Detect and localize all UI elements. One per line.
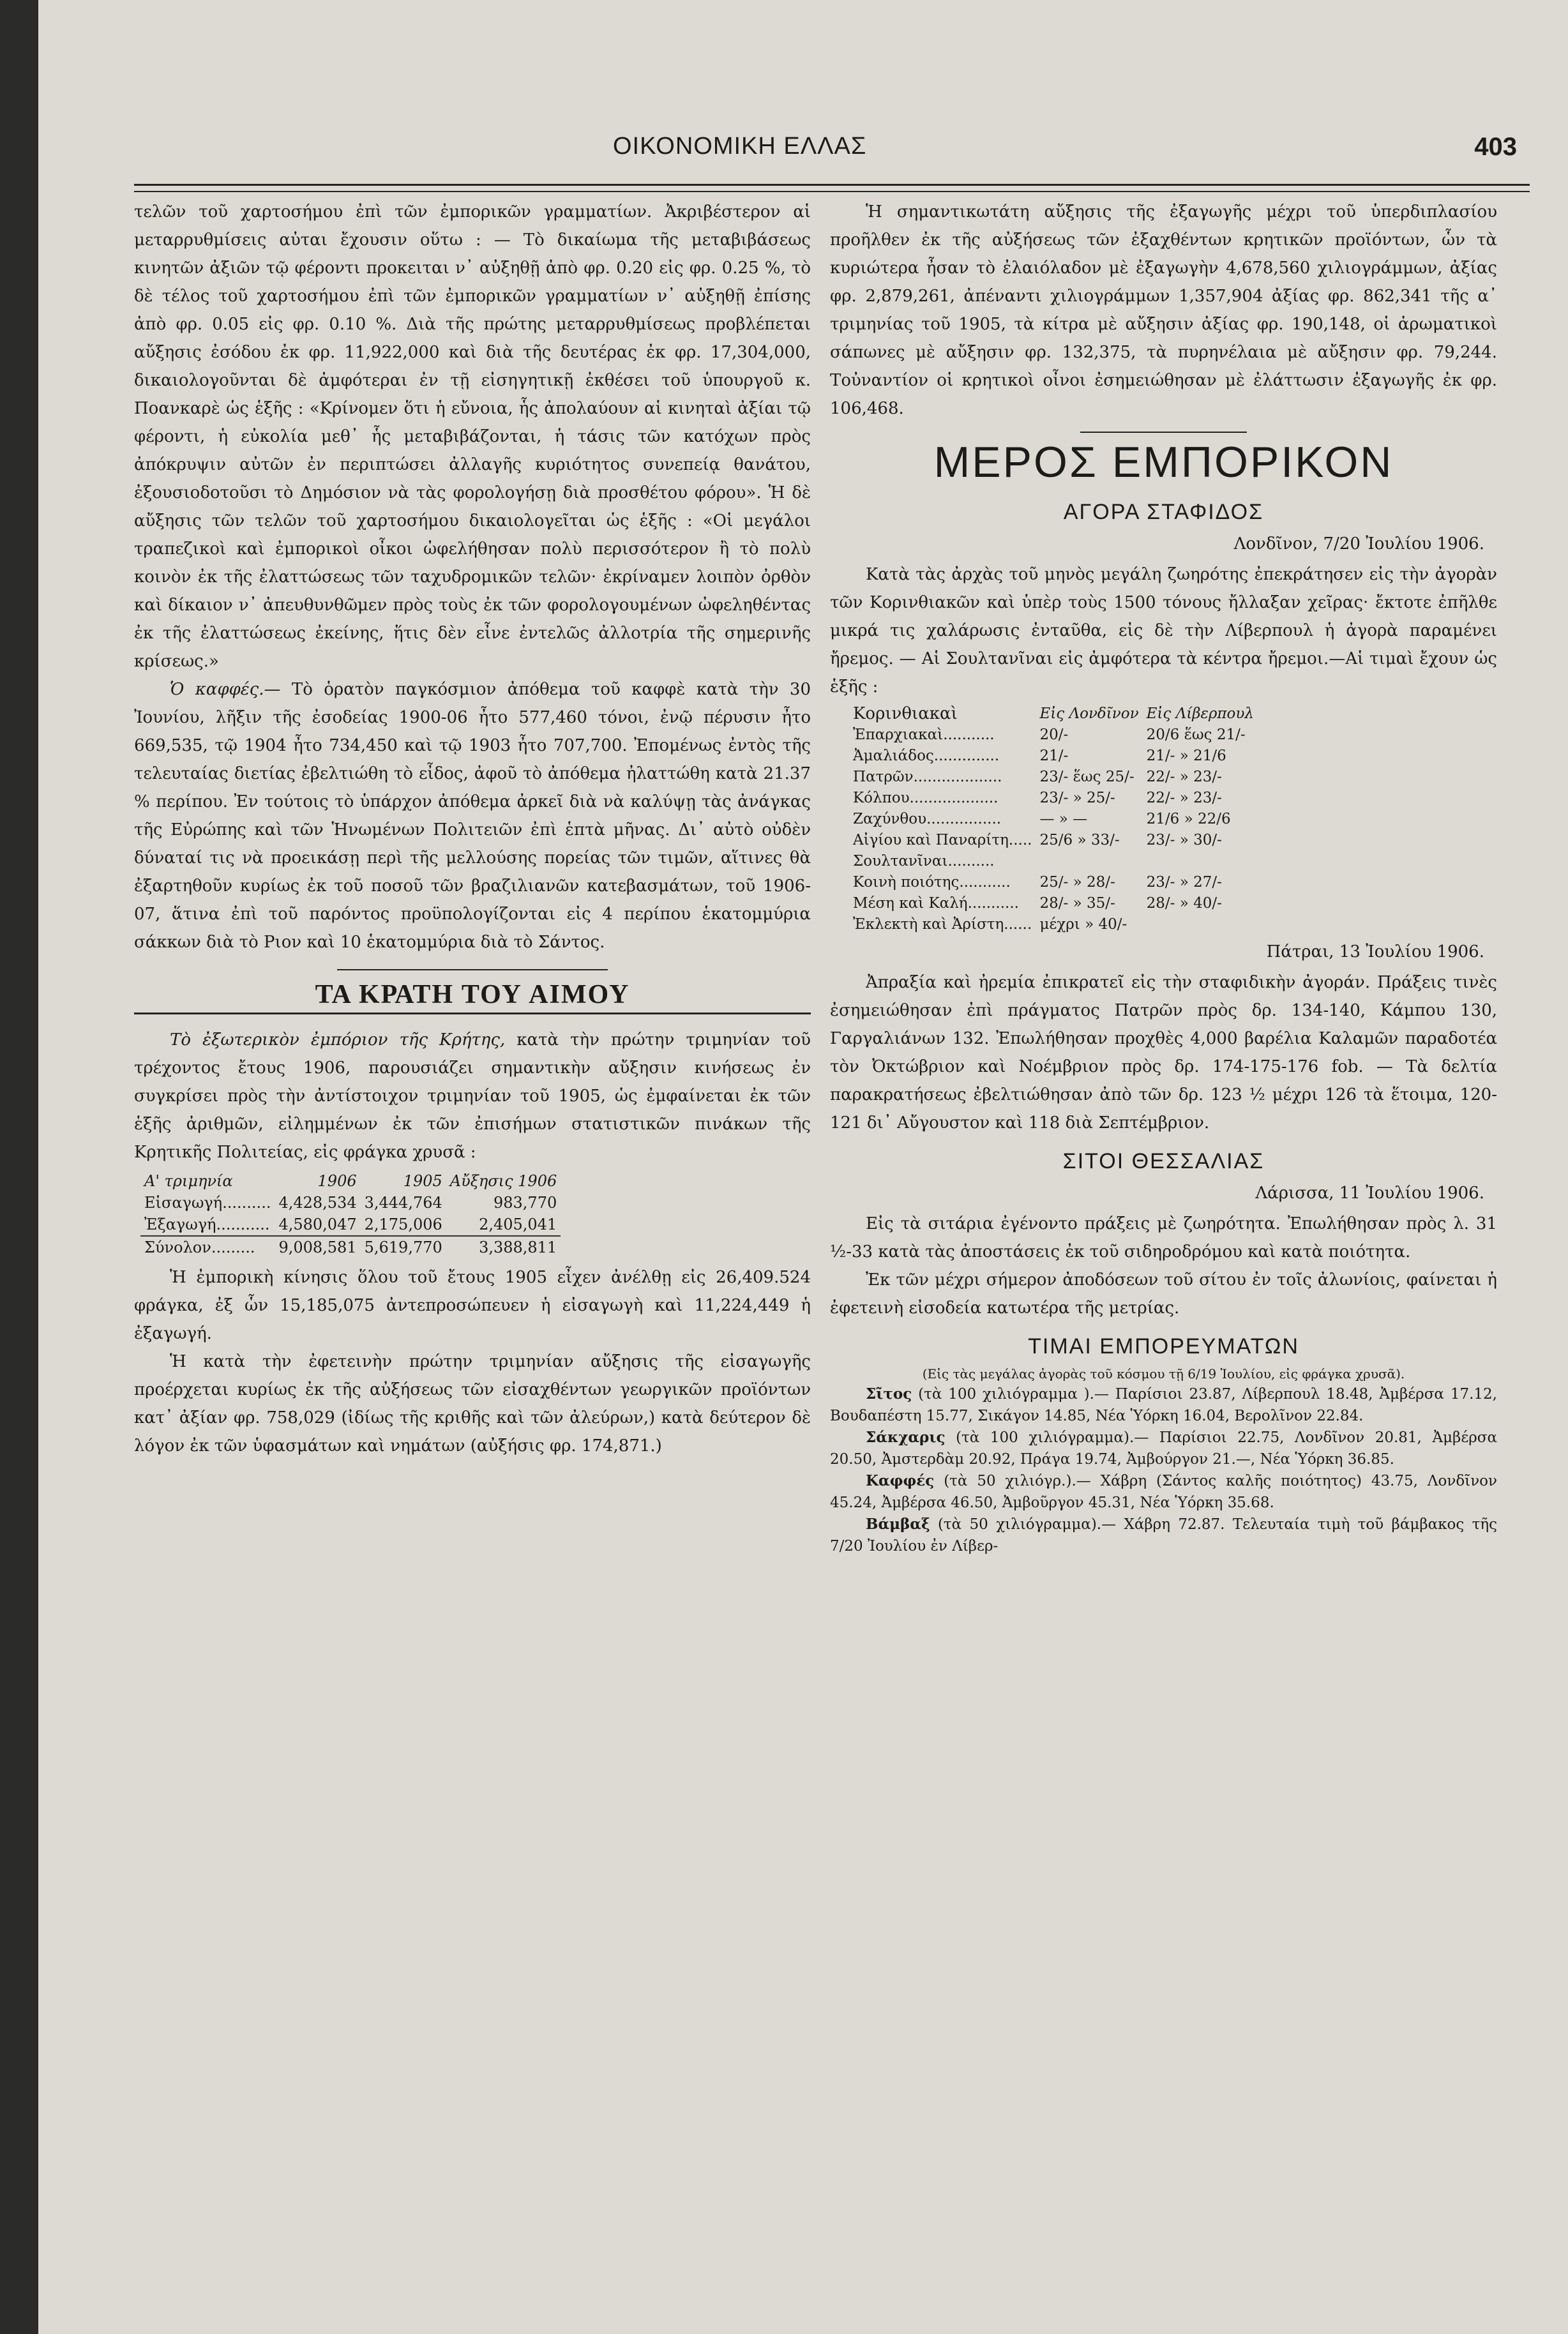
- table-row: [140, 1192, 561, 1214]
- table-cell: Ἐκλεκτὴ καὶ Ἀρίστη......: [853, 916, 1032, 933]
- left-column: [134, 198, 811, 1460]
- table-cell: 23/- » 25/-: [1039, 790, 1115, 806]
- table-cell: 4,428,534: [278, 1194, 357, 1212]
- crete-lead: Τὸ ἐξωτερικὸν ἐμπόριον τῆς Κρήτης,: [170, 1030, 506, 1050]
- table-cell: Σύνολον.........: [140, 1236, 275, 1258]
- table-cell: 4,580,047: [278, 1216, 357, 1233]
- paragraph-annual-trade: Ἡ ἐμπορικὴ κίνησις ὅλου τοῦ ἔτους 1905 εἶχεν ἀνέλθῃ εἰς 26,409.524 φράγκα, ἐξ ὧν 15,185,075 ἀντεπροσώπευεν ἡ εἰσαγωγὴ καὶ 11,224,449 ἡ ἐξαγωγή.: [134, 1268, 811, 1343]
- table-header: 1906: [317, 1172, 357, 1190]
- price-cotton: [830, 1514, 1497, 1557]
- table-cell: 28/- » 40/-: [1146, 895, 1222, 912]
- paragraph-export-increase: Ἡ σημαντικωτάτη αὔξησις τῆς ἐξαγωγῆς μέχρι τοῦ ὑπερδιπλασίου προῆλθεν ἐκ τῆς αὐξήσεως τῶν ἐξαχθέντων κρητικῶν προϊόντων, ὧν τὰ κυριώτερα ἦσαν τὸ ἐλαιόλαδον μὲ ἐξαγωγὴν 4,678,560 χιλιογράμμων, ἀξίας φρ. 2,879,261, ἀπέναντι χιλιογράμμων 1,357,904 ἀξίας φρ. 862,341 τῆς α᾿ τριμηνίας τοῦ 1905, τὰ κίτρα μὲ αὔξησιν ἀξίας φρ. 190,148, οἱ ἀρωματικοὶ σάπωνες μὲ αὔξησιν φρ. 132,375, τὰ πυρηνέλαια μὲ αὔξησιν φρ. 79,244. Τοὐναντίον οἱ κρητικοὶ οἶνοι ἐσημειώθησαν μὲ ἐλάττωσιν ἐξαγωγῆς ἐκ φρ. 106,468.: [830, 202, 1497, 418]
- table-cell: 25/- » 28/-: [1039, 874, 1115, 891]
- table-cell: 2,175,006: [364, 1216, 442, 1233]
- table-row: [849, 914, 1258, 935]
- table-cell: Κοινὴ ποιότης...........: [853, 874, 1011, 891]
- table-cell: Πατρῶν...................: [853, 769, 1002, 785]
- table-cell: 9,008,581: [275, 1236, 360, 1258]
- table-cell: 2,405,041: [479, 1216, 557, 1233]
- paragraph-crete-trade: [134, 1026, 811, 1166]
- table-cell: [1036, 851, 1142, 872]
- commodity-prices-text: (τὰ 100 χιλιόγραμμα).— Παρίσιοι 22.75, Λονδῖνον 20.81, Ἀμβέρσα 20.50, Ἀμστερδὰμ 20.92, Πράγα 19.74, Ἀμβούργον 21.—, Νέα Ὑόρκη 36.85.: [830, 1429, 1497, 1468]
- coffee-text: Τὸ ὁρατὸν παγκόσμιον ἀπόθεμα τοῦ καφφὲ κατὰ τὴν 30 Ἰουνίου, λῆξιν τῆς ἐσοδείας 1900-06 ἦτο 577,460 τόνοι, ἐνῷ πέρυσιν ἦτο 669,535, τῷ 1904 ἦτο 734,450 καὶ τῷ 1903 ἦτο 707,700. Ἐπομένως ἐντὸς τῆς τελευταίας διετίας ἐβελτιώθη τὸ εἶδος, ἀφοῦ τὸ ἀπόθεμα ἠλαττώθη κατὰ 21.37 % περίπου. Ἐν τούτοις τὸ ὑπάρχον ἀπόθεμα ἀρκεῖ διὰ νὰ καλύψῃ τὰς ἀνάγκας τῆς Εὐρώπης καὶ τῶν Ἡνωμένων Πολιτειῶν ἐπὶ ἑπτὰ μῆνας. Δι᾿ αὐτὸ οὐδὲν δύναταί τις νὰ προεικάσῃ περὶ τῆς μελλούσης πορείας τῶν τιμῶν, αἵτινες θὰ ἐξαρτηθοῦν κυρίως ἐκ τοῦ ποσοῦ τῶν βραζιλιανῶν κατεβασμάτων, τοῦ 1906-07, ἅτινα ἐπὶ τοῦ παρόντος προϋπολογίζονται εἰς 4 περίπου ἑκατομμύρια σάκκων διὰ τὸ Ριον καὶ 10 ἑκατομμύρια διὰ τὸ Σάντος.: [134, 680, 811, 952]
- paragraph-raisin-market: Κατὰ τὰς ἀρχὰς τοῦ μηνὸς μεγάλη ζωηρότης ἐπεκράτησεν εἰς τὴν ἀγορὰν τῶν Κορινθιακῶν καὶ ὑπὲρ τοὺς 1500 τόνους ἤλλαξαν χεῖρας· ἔκτοτε ἐπῆλθε μικρά τις χαλάρωσις ἐνταῦθα, εἰς δὲ τὴν Λίβερπουλ ἡ ἀγορὰ παραμένει ἤρεμος. — Αἱ Σουλτανῖναι εἰς ἀμφότερα τὰ κέντρα ἤρεμοι.—Αἱ τιμαὶ ἔχουν ὡς ἑξῆς :: [830, 565, 1497, 696]
- table-row: [849, 788, 1258, 809]
- right-column: [830, 198, 1497, 1557]
- table-total-row: [140, 1236, 561, 1258]
- running-title: ΟΙΚΟΝΟΜΙΚΗ ΕΛΛΑΣ: [613, 133, 867, 160]
- commodity-name: Καφφές: [866, 1472, 935, 1489]
- table-cell: 21/-: [1039, 748, 1069, 764]
- commodity-prices-text: (τὰ 50 χιλιόγραμμα).— Χάβρη 72.87. Τελευταία τιμὴ τοῦ βάμβακος τῆς 7/20 Ἰουλίου ἐν Λίβερ-: [830, 1516, 1498, 1555]
- price-sugar: [830, 1427, 1497, 1470]
- crete-text: κατὰ τὴν πρώτην τριμηνίαν τοῦ τρέχοντος ἔτους 1906, παρουσιάζει σημαντικὴν αὔξησιν κινήσεως ἐν συγκρίσει πρὸς τὴν ἀντίστοιχον τριμηνίαν τοῦ 1905, ὡς ἐμφαίνεται ἐκ τῶν ἑξῆς ἀριθμῶν, εἰλημμένων ἐκ τῶν ἐπισήμων στατιστικῶν πινάκων τῆς Κρητικῆς Πολιτείας, εἰς φράγκα χρυσᾶ :: [134, 1030, 811, 1162]
- table-cell: 22/- » 23/-: [1146, 769, 1222, 785]
- raisin-price-table: [849, 704, 1258, 935]
- table-cell: 21/6 » 22/6: [1146, 811, 1231, 827]
- dateline-patras: Πάτραι, 13 Ἰουλίου 1906.: [1266, 942, 1484, 961]
- section-divider: [337, 969, 608, 970]
- heading-commodity-prices: ΤΙΜΑΙ ΕΜΠΟΡΕΥΜΑΤΩΝ: [1028, 1334, 1299, 1359]
- table-header: Εἰς Λονδῖνον: [1039, 705, 1139, 722]
- table-cell: 23/- ἕως 25/-: [1039, 769, 1135, 785]
- table-cell: Αἰγίου καὶ Παναρίτη.....: [853, 832, 1032, 848]
- table-cell: Ζαχύνθου................: [853, 811, 1002, 827]
- table-cell: 22/- » 23/-: [1146, 790, 1222, 806]
- table-cell: Ἐξαγωγή...........: [144, 1216, 270, 1233]
- table-row: [849, 851, 1258, 872]
- table-row: [849, 809, 1258, 830]
- table-cell: 5,619,770: [361, 1236, 446, 1258]
- commodity-prices-text: (τὰ 50 χιλιόγρ.).— Χάβρη (Σάντος καλῆς ποιότητος) 43.75, Λονδῖνον 45.24, Ἀμβέρσα 46.50, Ἀμβοῦργον 45.31, Νέα Ὑόρκη 35.68.: [830, 1473, 1498, 1511]
- table-cell: Ἐπαρχιακαὶ...........: [853, 727, 995, 743]
- commodity-name: Βάμβαξ: [866, 1516, 930, 1533]
- commodity-name: Σάκχαρις: [866, 1429, 946, 1446]
- table-row: [849, 830, 1258, 851]
- table-cell: 20/6 ἕως 21/-: [1146, 727, 1246, 743]
- commodity-name: Σῖτος: [866, 1385, 912, 1403]
- table-cell: Σουλτανῖναι..........: [853, 853, 995, 870]
- table-cell: [1143, 851, 1258, 872]
- table-row: [849, 767, 1258, 788]
- price-wheat: [830, 1383, 1497, 1427]
- table-cell: μέχρι » 40/-: [1039, 916, 1127, 933]
- paragraph-stamp-duty: τελῶν τοῦ χαρτοσήμου ἐπὶ τῶν ἐμπορικῶν γραμματίων. Ἀκριβέστερον αἱ μεταρρυθμίσεις αὐται ἔχουσιν οὕτω : — Τὸ δικαίωμα τῆς μεταβιβάσεως κινητῶν ἀξιῶν τῷ φέροντι προκειται ν᾿ αὐξηθῇ ἀπὸ φρ. 0.20 εἰς φρ. 0.25 %, τὸ δὲ τέλος τοῦ χαρτοσήμου ἐπὶ τῶν ἐμπορικῶν γραμματίων ν᾿ αὐξηθῇ ἐπίσης ἀπὸ φρ. 0.05 εἰς φρ. 0.10 %. Διὰ τῆς πρώτης μεταρρυθμίσεως προβλέπεται αὔξησις ἐσόδου ἐκ φρ. 11,922,000 καὶ διὰ τῆς δευτέρας ἐκ φρ. 17,304,000, δικαιολογοῦνται δὲ ἀμφότεραι ἐν τῇ εἰσηγητικῇ ἐκθέσει τοῦ ὑπουργοῦ κ. Ποανκαρὲ ὡς ἑξῆς : «Κρίνομεν ὅτι ἡ εὔνοια, ἧς ἀπολαύουν αἱ κινηταὶ ἀξίαι τῷ φέροντι, ἡ εὐκολία μεθ᾿ ἧς μεταβιβάζονται, ἡ τάσις τῶν κατόχων πρὸς ἀπόκρυψιν αὐτῶν ἐν περιπτώσει ἀλλαγῆς κυριότητος συνεπείᾳ θανάτου, ἐξουσιοδοτοῦσι τὸ Δημόσιον νὰ τὰς φορολογήσῃ διὰ προσθέτου φόρου». Ἡ δὲ αὔξησις τῶν τελῶν τοῦ χαρτοσήμου δικαιολογεῖται ὡς ἑξῆς : «Οἱ μεγάλοι τραπεζικοὶ καὶ ἐμπορικοὶ οἶκοι ὠφελήθησαν πολὺ περισσότερον ἢ τὸ πολὺ κοινὸν ἐκ τῆς ἐλαττώσεως τῶν ταχυδρομικῶν τελῶν· ἐκρίναμεν λοιπὸν ὀρθὸν καὶ δίκαιον ν᾿ ἀπευθυνθῶμεν πρὸς τοὺς ἐκ τῶν φορολογουμένων ὠφεληθέντας ἐκ τῆς ἐλαττώσεως ἐκείνης, ἥτις δὲν εἶνε ἐντελῶς ἀλλοτρία τῆς σημερινῆς κρίσεως.»: [134, 202, 811, 671]
- dateline-london: Λονδῖνον, 7/20 Ἰουλίου 1906.: [1233, 534, 1484, 553]
- table-cell: 21/- » 21/6: [1146, 748, 1226, 764]
- table-header: Κορινθιακαὶ: [853, 704, 958, 723]
- table-cell: Κόλπου...................: [853, 790, 999, 806]
- paragraph-grain-yield: Ἐκ τῶν μέχρι σήμερον ἀποδόσεων τοῦ σίτου ἐν τοῖς ἀλωνίοις, φαίνεται ἡ ἐφετεινὴ εἰσοδεία κατωτέρα τῆς μετρίας.: [830, 1270, 1497, 1318]
- table-row: [849, 746, 1258, 767]
- table-header: Α' τριμηνία: [144, 1172, 233, 1190]
- table-header: Αὔξησις 1906: [449, 1172, 557, 1190]
- commodity-prices: [830, 1364, 1497, 1557]
- table-cell: Ἀμαλιάδος..............: [853, 748, 1000, 764]
- table-cell: — » —: [1039, 811, 1088, 827]
- table-cell: 25/6 » 33/-: [1039, 832, 1120, 848]
- table-cell: [1143, 914, 1258, 935]
- table-header-row: [849, 704, 1258, 725]
- heading-thessaly-grain: ΣΙΤΟΙ ΘΕΣΣΑΛΙΑΣ: [1062, 1149, 1265, 1173]
- paragraph-import-increase: Ἡ κατὰ τὴν ἐφετεινὴν πρώτην τριμηνίαν αὔξησις τῆς εἰσαγωγῆς προέρχεται κυρίως ἐκ τῆς αὐξήσεως τῶν εἰσαχθέντων γεωργικῶν προϊόντων κατ᾿ ἀξίαν φρ. 758,029 (ἰδίως τῆς κριθῆς καὶ τῶν ἀλεύρων,) κατὰ δεύτερον δὲ λόγον ἐκ τῶν ὑφασμάτων καὶ νημάτων (αὐξήσις φρ. 174,871.): [134, 1352, 811, 1456]
- commodity-prices-text: (τὰ 100 χιλιόγραμμα ).— Παρίσιοι 23.87, Λίβερπουλ 18.48, Ἀμβέρσα 17.12, Βουδαπέστη 15.77, Σικάγον 14.85, Νέα Ὑόρκη 16.04, Βερολῖνον 22.84.: [830, 1386, 1497, 1424]
- header-rule: [134, 184, 1530, 192]
- table-cell: Μέση καὶ Καλή...........: [853, 895, 1019, 912]
- table-row: [849, 725, 1258, 746]
- table-row: [849, 893, 1258, 914]
- table-cell: 23/- » 27/-: [1146, 874, 1222, 891]
- heading-commercial-section: ΜΕΡΟΣ ΕΜΠΟΡΙΚΟΝ: [933, 438, 1394, 486]
- page-header: [134, 128, 1530, 172]
- table-cell: 983,770: [493, 1194, 557, 1212]
- table-cell: 20/-: [1039, 727, 1069, 743]
- section-divider: [1080, 432, 1247, 433]
- table-cell: 3,444,764: [364, 1194, 442, 1212]
- table-header: 1905: [403, 1172, 442, 1190]
- price-coffee: [830, 1470, 1497, 1514]
- page-number: 403: [1474, 133, 1517, 161]
- paragraph-patras-market: Ἀπραξία καὶ ἠρεμία ἐπικρατεῖ εἰς τὴν σταφιδικὴν ἀγοράν. Πράξεις τινὲς ἐσημειώθησαν ἐπὶ πράγματος Πατρῶν πρὸς δρ. 134-140, Κάμπου 130, Γαργαλιάνων 132. Ἐπωλήθησαν προχθὲς 4,000 βαρέλια Καλαμῶν παραδοτέα τὸν Ὀκτώβριον καὶ Νοέμβριον πρὸς δρ. 174-175-176 fob. — Τὰ δελτία παρακρατήσεως ἐβελτιώθησαν ἀπὸ τῶν δρ. 123 ½ μέχρι 126 τὰ ἕτοιμα, 120-121 δι᾿ Αὔγουστον καὶ 118 διὰ Σεπτέμβριον.: [830, 973, 1497, 1133]
- table-row: [849, 872, 1258, 893]
- table-header-row: [140, 1170, 561, 1192]
- paragraph-coffee: [134, 675, 811, 956]
- table-cell: 23/- » 30/-: [1146, 832, 1222, 848]
- document-page: [38, 0, 1568, 2334]
- table-row: [140, 1214, 561, 1236]
- coffee-lead: Ὁ καφφές.—: [170, 680, 281, 699]
- prices-note: (Εἰς τὰς μεγάλας ἀγορὰς τοῦ κόσμου τῇ 6/19 Ἰουλίου, εἰς φράγκα χρυσᾶ).: [922, 1366, 1405, 1382]
- table-header: Εἰς Λίβερπουλ: [1146, 705, 1254, 722]
- table-cell: 28/- » 35/-: [1039, 895, 1115, 912]
- paragraph-grain-sales: Εἰς τὰ σιτάρια ἐγένοντο πράξεις μὲ ζωηρότητα. Ἐπωλήθησαν πρὸς λ. 31 ½-33 κατὰ τὰς ἀποστάσεις ἐκ τοῦ σιδηροδρόμου καὶ κατὰ ποιότητα.: [830, 1214, 1497, 1261]
- heading-raisin-market: ΑΓΟΡΑ ΣΤΑΦΙΔΟΣ: [1063, 500, 1264, 524]
- dateline-larissa: Λάρισσα, 11 Ἰουλίου 1906.: [1255, 1184, 1484, 1203]
- table-cell: Εἰσαγωγή..........: [144, 1194, 271, 1212]
- heading-balkan-states: ΤΑ ΚΡΑΤΗ ΤΟΥ ΑΙΜΟΥ: [134, 981, 811, 1014]
- table-cell: 3,388,811: [446, 1236, 561, 1258]
- crete-trade-table: [140, 1170, 561, 1258]
